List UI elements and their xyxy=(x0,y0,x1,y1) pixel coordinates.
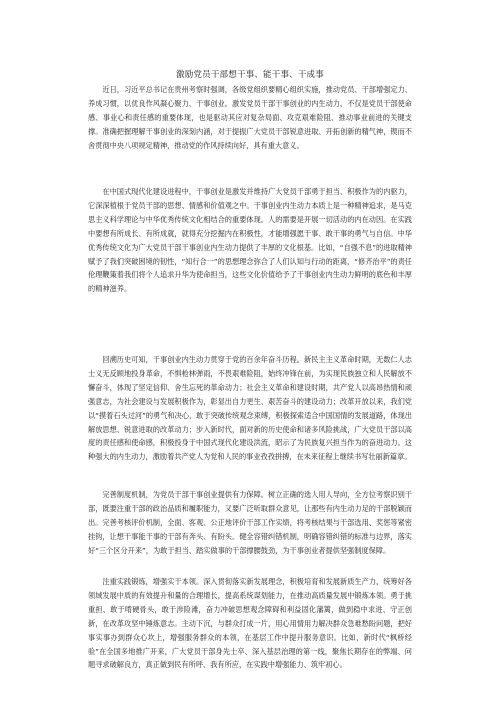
paragraph-1: 近日，习近平总书记在贵州考察时强调，各级党组织要精心组织实施，推动党员、干部增强定力、养成习惯，以优良作风凝心聚力、干事创业。激发党员干部干事创业的内生动力，不仅是党员干部使命感、事业心和责任感的重要体现，也是驱动其应对复杂局面、攻克艰难险阻、推动事业前进的关键支撑。准确把握理解干事创业的深刻内涵，对于提振广大党员干部锐意进取、开拓创新的精气神，锲而不舍贯彻中央八项规定精神，推动党的作风持续向好，具有重大意义。 xyxy=(88,85,412,150)
paragraph-5: 注重实践锻炼，增强实干本领。深入贯彻落实新发展理念，积极培育和发展新质生产力，统筹好各领域发展中质的有效提升和量的合理增长，提高系统谋划能力，在推动高质量发展中锻炼本领。勇于挑重担、敢于啃硬骨头，敢于涉险滩，奋力冲破思想观念障碍和利益固化藩篱，做到稳中求进、守正创新，在改革攻坚中锤炼意志。主动下沉，与群众打成一片，用心用情用力解决群众急难愁盼问题，把好事实事办到群众心坎上，增强服务群众的本领，在基层工作中提升服务意识。比如，新时代“枫桥经验”在全国多地推广开来，广大党员干部身先士卒、深入基层治理的第一线，聚焦长期存在的弊端、问题寻求破解良方，真正做到民有所呼、我有所应，在实践中增强能力、筑牢初心。 xyxy=(88,577,412,670)
paragraph-4: 完善制度机制，为党员干部干事创业提供有力保障。树立正确的选人用人导向，全方位考察识别干部，既要注重干部的政治品质和履职能力，又要广泛听取群众意见，让那些有内生动力足的干部脱颖而出。完善考核评价机制，全面、客观、公正地评价干部工作实绩，将考核结果与干部选用、奖惩等紧密挂钩，让想干事能干事的干部有奔头、有盼头。健全容错纠错机制，明确容错纠错的标准与边界，落实好“三个区分开来”，为敢于担当、踏实做事的干部撑腰鼓劲，为干事创业者提供坚强制度保障。 xyxy=(88,490,412,555)
paragraph-2: 在中国式现代化建设进程中，干事创业是激发并维持广大党员干部勇于担当、积极作为的内驱力，它深深植根于党员干部的思想、情感和价值观之中。干事创业内生动力本质上是一种精神追求，是马克思主义科学理论与中华优秀传统文化相结合的重要体现。人的需要是开展一切活动的内在动因。在实践中要想有所成长、有所成就，就得充分挖掘内在积极性，才能增强愿干事、敢干事的勇气与自信。中华优秀传统文化为广大党员干部干事创业内生动力提供了丰厚的文化根基。比如，“自强不息”的进取精神赋予了我们突破困境的韧性，“知行合一”的思想理念弥合了人们认知与行动的距离，“修齐治平”的责任伦理鞭策着我们将个人追求升华为使命担当，这些文化价值给予了干事创业内生动力鲜明的底色和丰厚的精神滋养。 xyxy=(88,187,412,294)
document-title: 激励党员干部想干事、能干事、干成事 xyxy=(176,70,324,80)
paragraph-3: 回溯历史可知，干事创业内生动力贯穿于党的百余年奋斗历程。新民主主义革命时期，无数仁人志士义无反顾地投身革命，不惧枪林弹雨，不畏艰难险阻，始终冲锋在前，为实现民族独立和人民解放不懈奋斗，体现了坚定信仰、舍生忘死的革命动力；社会主义革命和建设时期，共产党人以高昂热情和顽强意志，为社会建设与发展积极作为，彰显出自力更生、艰苦奋斗的建设动力；改革开放以来，我们党以“摸着石头过河”的勇气和决心，敢于突破传统观念束缚，积极探索适合中国国情的发展道路，体现出解放思想、锐意进取的改革动力；步入新时代，面对新的历史使命和诸多风险挑战，广大党员干部以高度的责任感和使命感，积极投身于中国式现代化建设洪流，昭示了为民族复兴担当作为的奋进动力。这种强大的内生动力，激励着共产党人为党和人民的事业孜孜拼搏，在未来征程上继续书写壮丽新篇章。 xyxy=(88,355,412,462)
